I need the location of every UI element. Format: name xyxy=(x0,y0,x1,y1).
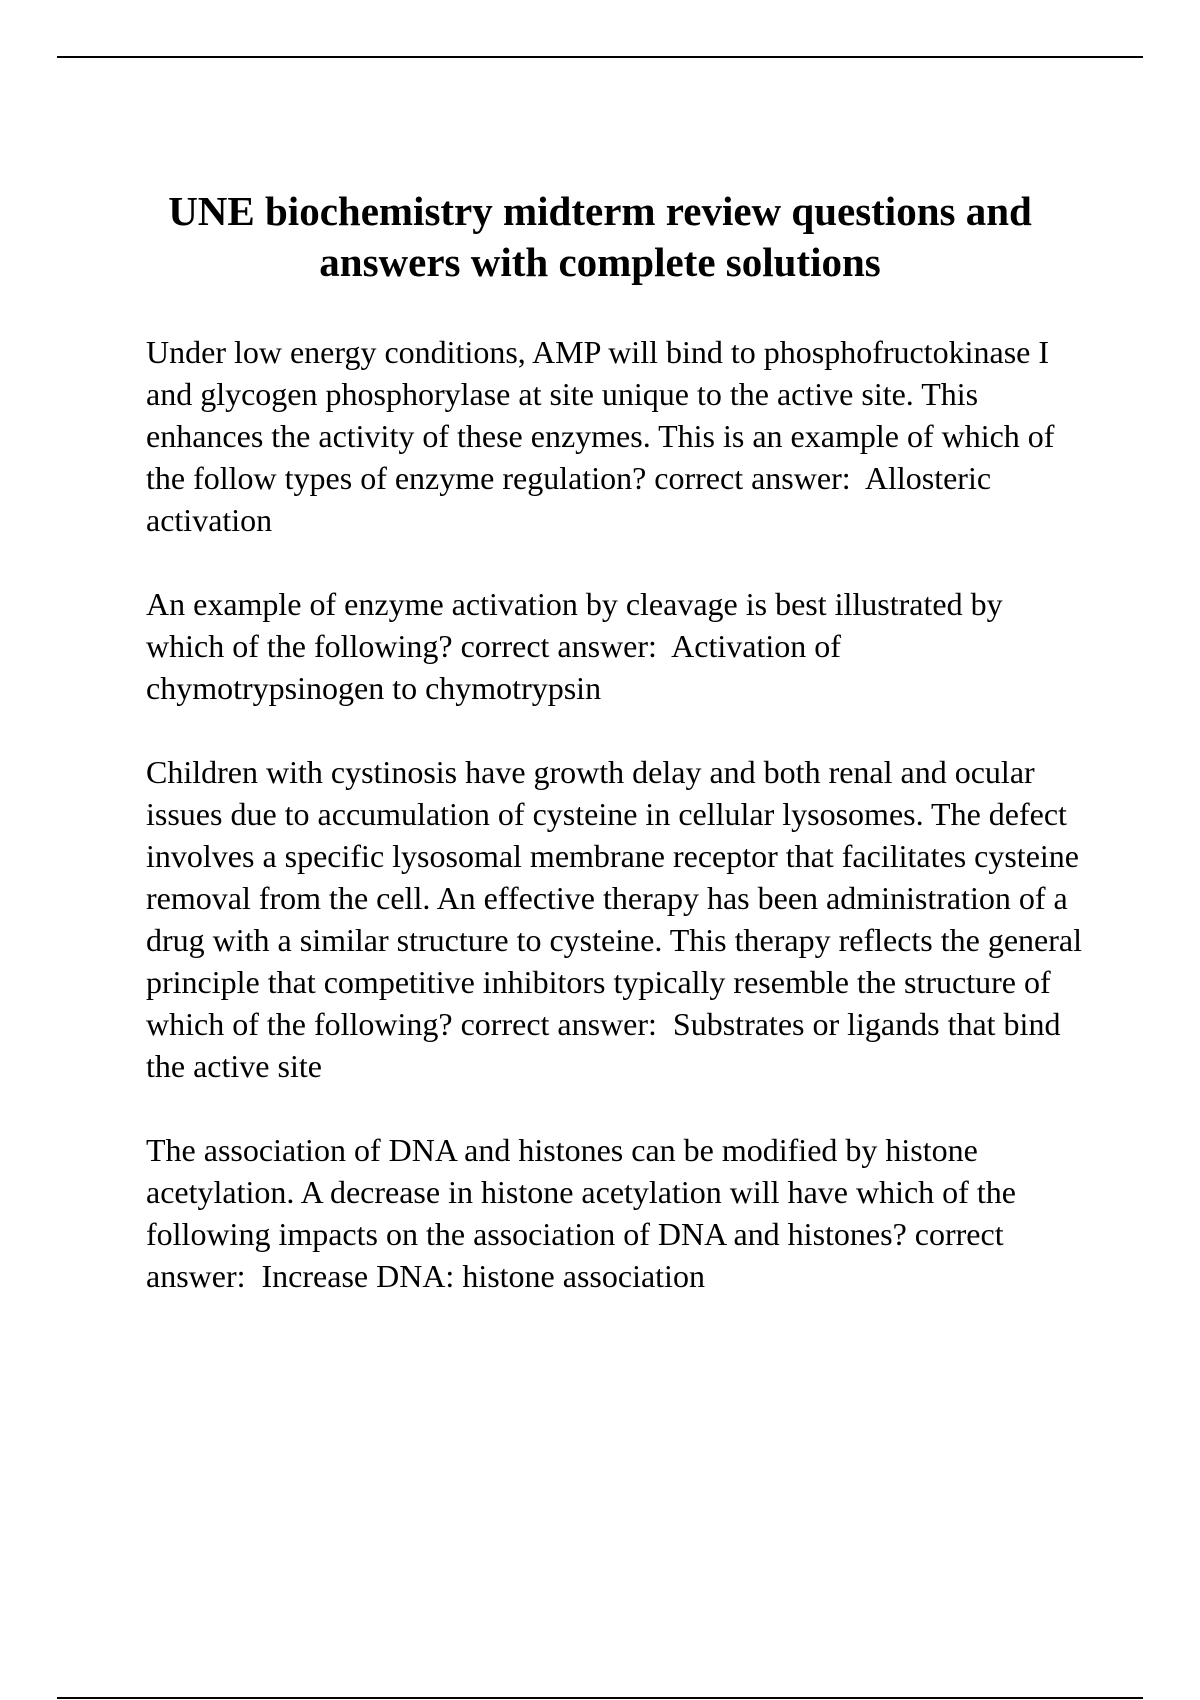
qa-item-4 xyxy=(146,1129,1086,1297)
answer-text: Increase DNA: histone association xyxy=(261,1258,705,1294)
document-title xyxy=(100,186,1100,288)
answer-text: Substrates or ligands that bind the active site xyxy=(146,1006,1061,1084)
answer-prefix: correct answer: xyxy=(460,1006,657,1042)
answer-text: Allosteric activation xyxy=(146,460,992,538)
title-line-1: UNE biochemistry midterm review questions and xyxy=(168,188,1032,234)
answer-prefix: correct answer: xyxy=(146,1216,1004,1294)
answer-prefix: correct answer: xyxy=(654,460,851,496)
qa-item-1 xyxy=(146,331,1086,541)
qa-list xyxy=(146,331,1086,1339)
answer-text: Activation of chymotrypsinogen to chymotrypsin xyxy=(146,628,841,706)
question-text: An example of enzyme activation by cleavage is best illustrated by which of the following? xyxy=(146,586,1003,664)
answer-prefix: correct answer: xyxy=(460,628,657,664)
question-text: The association of DNA and histones can be modified by histone acetylation. A decrease in histone acetylation will have which of the following impacts on the association of DNA and histones? xyxy=(146,1132,1016,1252)
top-rule xyxy=(57,56,1143,58)
qa-item-3 xyxy=(146,751,1086,1087)
bottom-rule xyxy=(57,1697,1143,1699)
title-line-2: answers with complete solutions xyxy=(319,239,881,285)
question-text: Under low energy conditions, AMP will bind to phosphofructokinase I and glycogen phosphorylase at site unique to the active site. This enhances the activity of these enzymes. This is an example of which of the follow types of enzyme regulation? xyxy=(146,334,1055,496)
qa-item-2 xyxy=(146,583,1086,709)
question-text: Children with cystinosis have growth delay and both renal and ocular issues due to accumulation of cysteine in cellular lysosomes. The defect involves a specific lysosomal membrane receptor that facilitates cysteine removal from the cell. An effective therapy has been administration of a drug with a similar structure to cysteine. This therapy reflects the general principle that competitive inhibitors typically resemble the structure of which of the following? xyxy=(146,754,1082,1042)
